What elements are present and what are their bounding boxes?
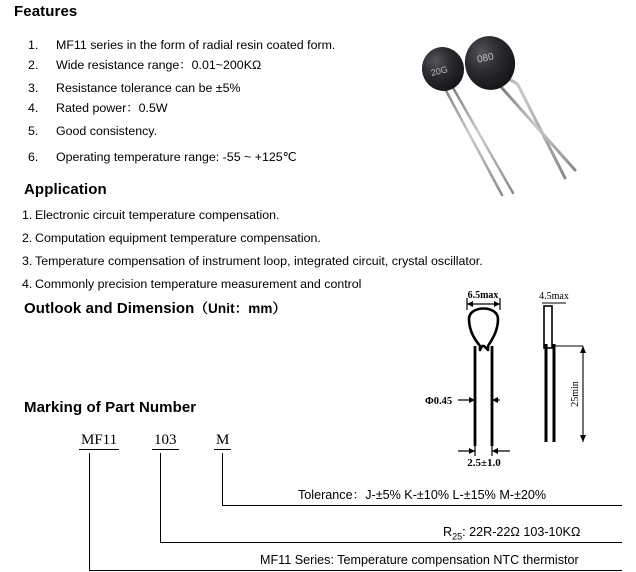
outlook-heading-unit: （Unit：mm） <box>194 301 287 316</box>
marking-heading: Marking of Part Number <box>24 399 197 416</box>
application-item-2-number: 2. <box>22 231 33 245</box>
feature-item-4 <box>28 101 168 115</box>
marking-code-resistance: 103 <box>154 432 177 448</box>
resistance-values: 22R-22Ω 103-10KΩ <box>469 525 581 539</box>
application-item-3 <box>22 254 483 268</box>
thermistor-body-outline <box>469 309 498 351</box>
tolerance-values: J-±5% K-±10% L-±15% M-±20% <box>365 488 547 502</box>
feature-item-1-text: MF11 series in the form of radial resin coated form. <box>56 38 336 52</box>
feature-item-6 <box>28 150 297 164</box>
lead-diameter-dimension <box>458 397 500 403</box>
application-item-4-number: 4. <box>22 277 33 291</box>
marking-code-tolerance: M <box>216 432 230 448</box>
product-body-marking-right: 080 <box>476 51 495 66</box>
application-item-3-number: 3. <box>22 254 33 268</box>
application-item-1-text: Electronic circuit temperature compensation. <box>35 208 280 222</box>
feature-item-4-text: Rated power：0.5W <box>56 101 168 115</box>
lead-spacing-label: 2.5±1.0 <box>467 457 501 469</box>
feature-item-5 <box>28 124 157 138</box>
feature-item-4-number: 4. <box>28 101 39 115</box>
application-item-1 <box>22 208 279 222</box>
feature-item-2-number: 2. <box>28 58 39 72</box>
resistance-colon: : <box>462 525 466 539</box>
features-heading: Features <box>14 3 78 20</box>
application-item-2-text: Computation equipment temperature compensation. <box>35 231 321 245</box>
feature-item-2 <box>28 58 261 72</box>
feature-item-6-text: Operating temperature range: -55 ~ +125℃ <box>56 150 297 164</box>
leader-tolerance-horizontal <box>222 505 622 506</box>
leader-series-horizontal <box>89 570 622 571</box>
feature-item-2-text: Wide resistance range：0.01~200KΩ <box>56 58 262 72</box>
application-item-4 <box>22 277 361 291</box>
lead-length-label: 25min <box>570 381 581 407</box>
feature-item-3 <box>28 81 241 95</box>
outlook-heading-text: Outlook and Dimension <box>24 300 195 317</box>
product-body-marking-left: 20G <box>429 64 449 78</box>
feature-item-6-number: 6. <box>28 150 39 164</box>
tolerance-label: Tolerance： <box>298 488 366 502</box>
feature-item-5-text: Good consistency. <box>56 124 158 138</box>
resistance-description <box>443 525 580 544</box>
resistance-subscript: 25 <box>452 531 463 542</box>
product-photo <box>410 30 636 215</box>
leader-tolerance-vertical <box>222 453 223 506</box>
application-item-2 <box>22 231 321 245</box>
resistance-label: R <box>443 525 453 539</box>
outlook-heading <box>24 297 286 317</box>
tolerance-description <box>298 488 546 502</box>
application-item-3-text: Temperature compensation of instrument loop, integrated circuit, crystal oscillator. <box>35 254 483 268</box>
application-heading: Application <box>24 181 107 198</box>
series-description: MF11 Series: Temperature compensation NTC thermistor <box>260 553 579 567</box>
front-width-label: 6.5max <box>467 290 499 301</box>
application-item-1-number: 1. <box>22 208 33 222</box>
lead-diameter-label: Φ0.45 <box>425 396 453 407</box>
feature-item-1-number: 1. <box>28 38 39 52</box>
feature-item-1 <box>28 38 335 52</box>
side-width-label: 4.5max <box>539 291 569 302</box>
marking-code-series: MF11 <box>81 432 118 448</box>
leader-series-vertical <box>89 453 90 571</box>
feature-item-3-text: Resistance tolerance can be ±5% <box>56 81 241 95</box>
feature-item-5-number: 5. <box>28 124 39 138</box>
side-body-outline <box>544 306 552 348</box>
application-item-4-text: Commonly precision temperature measurement and control <box>35 277 362 291</box>
marking-diagram <box>0 420 636 572</box>
leader-resistance-vertical <box>160 453 161 543</box>
feature-item-3-number: 3. <box>28 81 39 95</box>
